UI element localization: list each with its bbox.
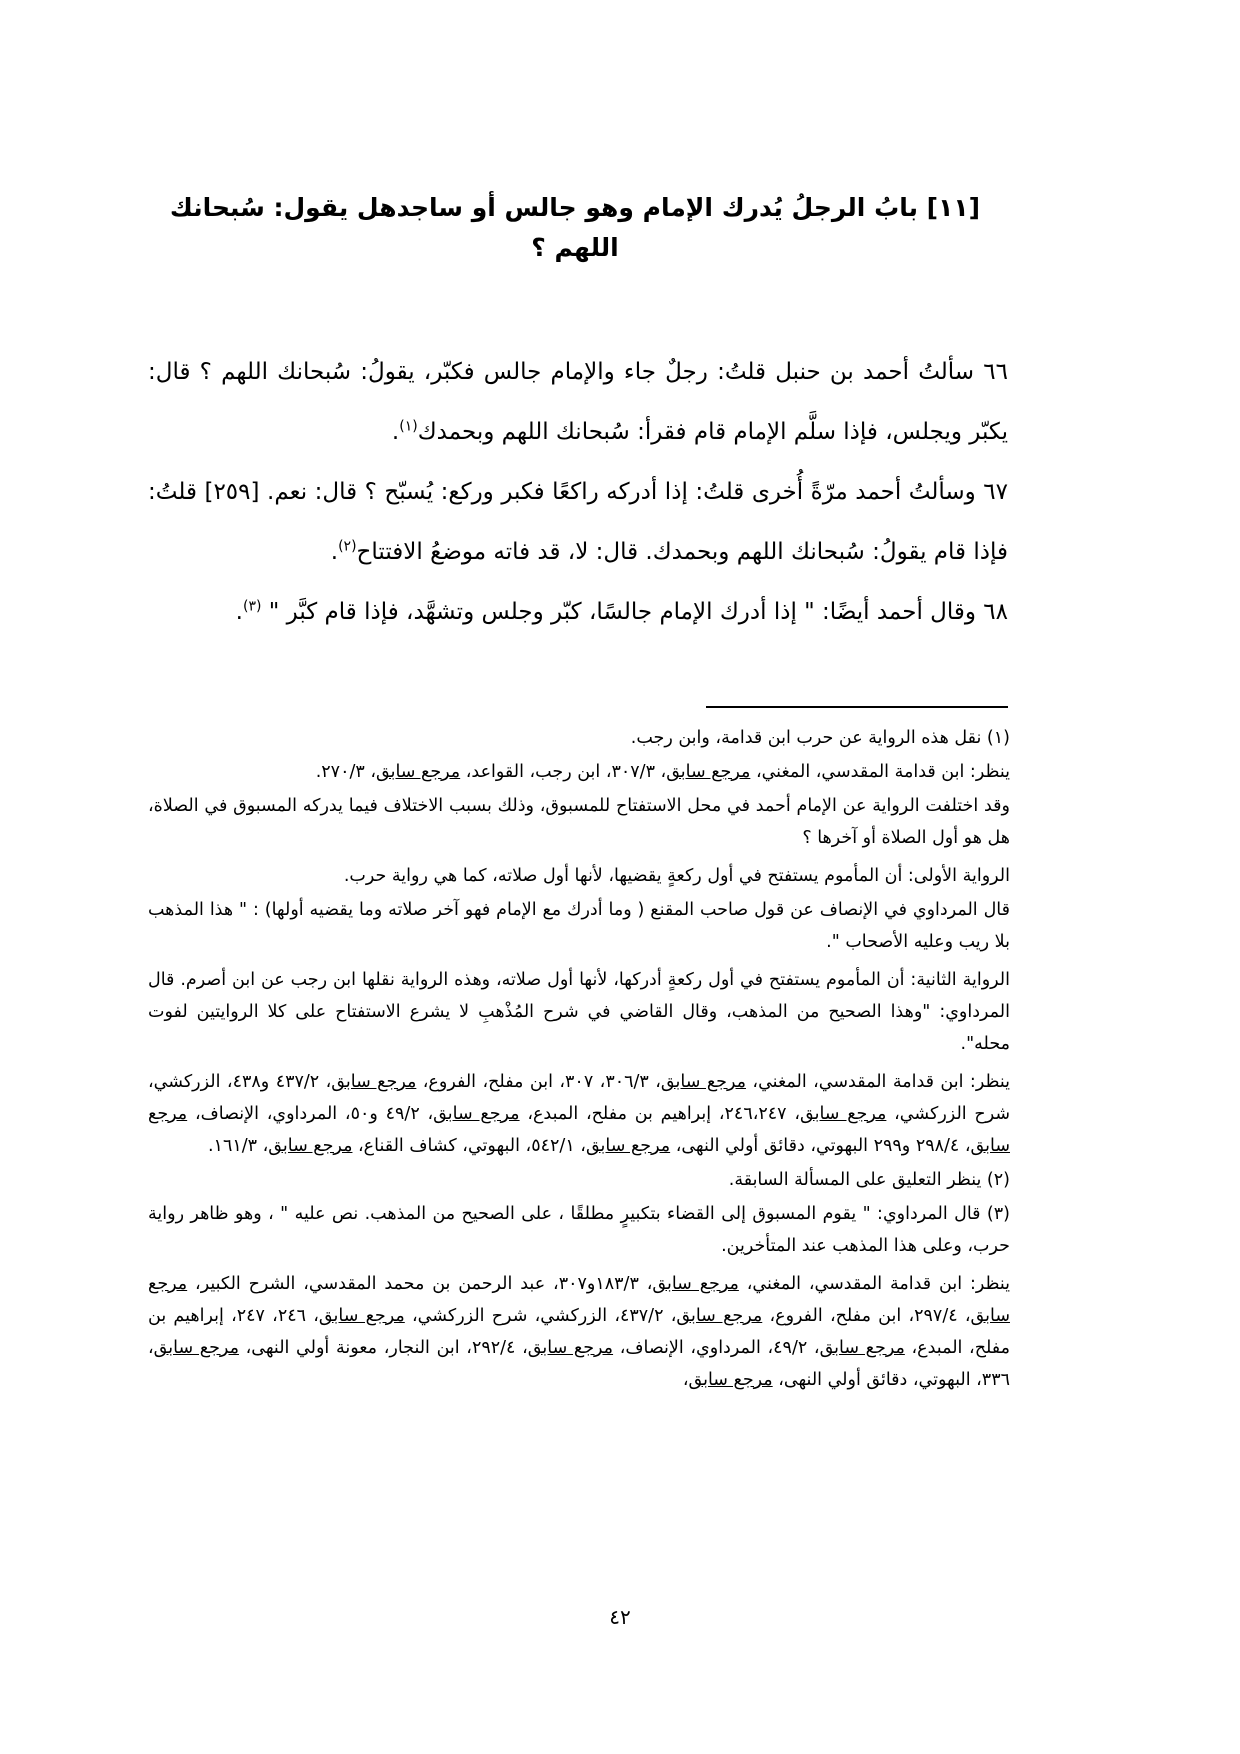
footnote-3-text: (٣) قال المرداوي: " يقوم المسبوق إلى القضاء بتكبيرٍ مطلقًا ، على الصحيح من المذهب. نص عليه " ، وهو ظاهر رواية حرب، وعلى هذا المذهب عند المتأخرين. xyxy=(148,1204,1010,1256)
reference-link[interactable]: مرجع سابق xyxy=(318,1306,405,1326)
footnote-1-mardawi: قال المرداوي في الإنصاف عن قول صاحب المقنع ( وما أدرك مع الإمام فهو آخر صلاته وما يقضيه أولها) : " هذا المذهب بلا ريب وعليه الأصحاب ". xyxy=(148,900,1010,952)
page-number: ٤٢ xyxy=(609,1605,631,1629)
footnote-marker[interactable]: (٢) xyxy=(338,538,357,555)
reference-link[interactable]: مرجع سابق xyxy=(153,1338,239,1358)
reference-link[interactable]: مرجع سابق xyxy=(676,1306,763,1326)
paragraph-68: ٦٨ وقال أحمد أيضًا: " إذا أدرك الإمام جالسًا، كبّر وجلس وتشهَّد، فإذا قام كبَّر " $^{(٣)}$. xyxy=(235,598,1008,625)
footnote-1-title: (١) نقل هذه الرواية عن حرب ابن قدامة، وابن رجب. xyxy=(630,728,1010,748)
reference-link[interactable]: مرجع سابق xyxy=(148,1274,1010,1326)
paragraph-67: ٦٧ وسألتُ أحمد مرّةً أُخرى قلتُ: إذا أدركه راكعًا فكبر وركع: يُسبّح ؟ قال: نعم. [٢٥٩] قلتُ: فإذا قام يقولُ: سُبحانك اللهم وبحمدك. قال: لا، قد فاته موضعُ الافتتاح$^{(٢)}$. xyxy=(148,479,1008,565)
footnote-separator xyxy=(706,706,1008,708)
footnote-marker[interactable]: (٣) xyxy=(242,598,262,615)
paragraph-text: ٦٧ وسألتُ أحمد مرّةً أُخرى قلتُ: إذا أدركه راكعًا فكبر وركع: يُسبّح ؟ قال: نعم. [٢٥٩] قلتُ: فإذا قام يقولُ: سُبحانك اللهم وبحمدك. قال: لا، قد فاته موضعُ الافتتاح xyxy=(148,479,1008,565)
footnote-marker[interactable]: (١) xyxy=(399,418,418,435)
paragraph-text: ٦٦ سألتُ أحمد بن حنبل قلتُ: رجلٌ جاء والإمام جالس فكبّر، يقولُ: سُبحانك اللهم ؟ قال: يكبّر ويجلس، فإذا سلَّم الإمام قام فقرأ: سُبحانك اللهم وبحمدك xyxy=(148,359,1008,445)
reference-link[interactable]: مرجع سابق xyxy=(652,1274,739,1294)
footnotes xyxy=(148,722,1010,1398)
paragraph-text: ٦٨ وقال أحمد أيضًا: " إذا أدرك الإمام جالسًا، كبّر وجلس وتشهَّد، فإذا قام كبَّر " xyxy=(261,599,1008,625)
reference-link[interactable]: مرجع سابق xyxy=(585,1136,671,1156)
reference-link[interactable]: مرجع سابق xyxy=(376,762,461,782)
reference-link[interactable]: مرجع سابق xyxy=(527,1338,614,1358)
reference-link[interactable]: مرجع سابق xyxy=(331,1072,417,1092)
reference-link[interactable]: مرجع سابق xyxy=(660,1072,746,1092)
footnote-3-references: ينظر: ابن قدامة المقدسي، المغني، مرجع سابق، ١٨٣/٣و٣٠٧، عبد الرحمن بن محمد المقدسي، الشرح الكبير، مرجع سابق، ٢٩٧/٤، ابن مفلح، الفروع، مرجع سابق، ٤٣٧/٢، الزركشي، شرح الزركشي، مرجع سابق، ٢٤٦، ٢٤٧، إبراهيم بن مفلح، المبدع، مرجع سابق، ٤٩/٢، المرداوي، الإنصاف، مرجع سابق، ٢٩٢/٤، ابن النجار، معونة أولي النهى، مرجع سابق، ٣٣٦، البهوتي، دقائق أولي النهى، مرجع سابق، xyxy=(148,1274,1011,1390)
footnote-1-disagreement: وقد اختلفت الرواية عن الإمام أحمد في محل الاستفتاح للمسبوق، وذلك بسبب الاختلاف فيما يدركه المسبوق في الصلاة، هل هو أول الصلاة أو آخرها ؟ xyxy=(148,796,1010,848)
reference-link[interactable]: مرجع سابق xyxy=(799,1104,887,1124)
reference-link[interactable]: مرجع سابق xyxy=(148,1104,1010,1156)
paragraph-66: ٦٦ سألتُ أحمد بن حنبل قلتُ: رجلٌ جاء والإمام جالس فكبّر، يقولُ: سُبحانك اللهم ؟ قال: يكبّر ويجلس، فإذا سلَّم الإمام قام فقرأ: سُبحانك اللهم وبحمدك$^{(١)}$. xyxy=(148,359,1008,445)
footnote-1-first-narration: الرواية الأولى: أن المأموم يستفتح في أول ركعةٍ يقضيها، لأنها أول صلاته، كما هي رواية حرب. xyxy=(343,866,1010,886)
reference-link[interactable]: مرجع سابق xyxy=(433,1104,520,1124)
footnote-2: (٢) ينظر التعليق على المسألة السابقة. xyxy=(728,1170,1010,1190)
reference-link[interactable]: مرجع سابق xyxy=(819,1338,905,1358)
footnote-1-second-narration: الرواية الثانية: أن المأموم يستفتح في أول ركعةٍ أدركها، لأنها أول صلاته، وهذه الرواية نقلها ابن رجب عن ابن أصرم. قال المرداوي: "وهذا الصحيح من المذهب، وقال القاضي في شرح المُذْهبِ لا يشرع الاستفتاح على كلا الروايتين لفوت محله". xyxy=(148,970,1010,1054)
footnote-1-references: ينظر: ابن قدامة المقدسي، المغني، مرجع سابق، ٣٠٧/٣، ابن رجب، القواعد، مرجع سابق، ٢٧٠/٣. xyxy=(315,762,1010,782)
reference-link[interactable]: مرجع سابق xyxy=(268,1136,353,1156)
reference-link[interactable]: مرجع سابق xyxy=(688,1370,773,1390)
reference-link[interactable]: مرجع سابق xyxy=(666,762,751,782)
footnote-1-references-2: ينظر: ابن قدامة المقدسي، المغني، مرجع سابق، ٣٠٦/٣، ٣٠٧، ابن مفلح، الفروع، مرجع سابق، ٤٣٧/٢ و٤٣٨، الزركشي، شرح الزركشي، مرجع سابق، ٢٤٦،٢٤٧، إبراهيم بن مفلح، المبدع، مرجع سابق، ٤٩/٢ و٥٠، المرداوي، الإنصاف، مرجع سابق، ٢٩٨/٤ و٢٩٩ البهوتي، دقائق أولي النهى، مرجع سابق، ٥٤٢/١، البهوتي، كشاف القناع، مرجع سابق، ١٦١/٣. xyxy=(148,1072,1011,1156)
chapter-heading: [١١] بابُ الرجلُ يُدرك الإمام وهو جالس أو ساجدهل يقول: سُبحانك اللهم ؟ xyxy=(169,193,981,262)
